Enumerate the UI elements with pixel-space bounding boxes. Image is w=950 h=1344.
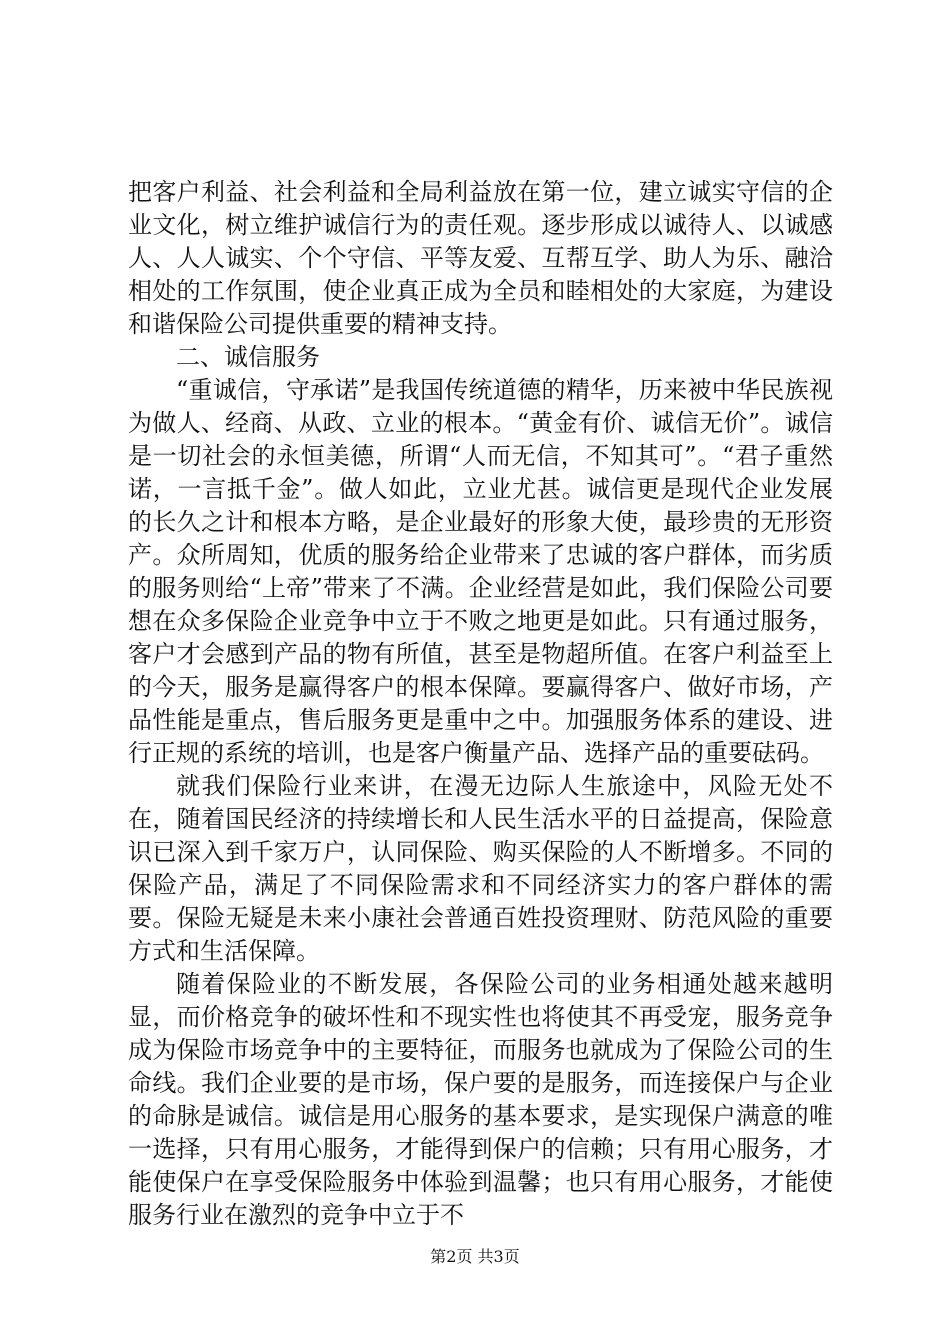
paragraph-continued: 把客户利益、社会利益和全局利益放在第一位，建立诚实守信的企业文化，树立维护诚信行为的责任观。逐步形成以诚待人、以诚感人、人人诚实、个个守信、平等友爱、互帮互学、助人为乐、融洽相处的工作氛围，使企业真正成为全员和睦相处的大家庭，为建设和谐保险公司提供重要的精神支持。 xyxy=(128,178,833,338)
page-number-footer: 第2页 共3页 xyxy=(430,1247,520,1266)
paragraph: “重诚信，守承诺”是我国传统道德的精华，历来被中华民族视为做人、经商、从政、立业的根本。“黄金有价、诚信无价”。诚信是一切社会的永恒美德，所谓“人而无信，不知其可”。“君子重然诺，一言抵千金”。做人如此，立业尤甚。诚信更是现代企业发展的长久之计和根本方略，是企业最好的形象大使，最珍贵的无形资产。众所周知，优质的服务给企业带来了忠诚的客户群体，而劣质的服务则给“上帝”带来了不满。企业经营是如此，我们保险公司要想在众多保险企业竞争中立于不败之地更是如此。只有通过服务，客户才会感到产品的物有所值，甚至是物超所值。在客户利益至上的今天，服务是赢得客户的根本保障。要赢得客户、做好市场，产品性能是重点，售后服务更是重中之中。加强服务体系的建设、进行正规的系统的培训，也是客户衡量产品、选择产品的重要砝码。 xyxy=(128,376,833,767)
paragraph: 就我们保险行业来讲，在漫无边际人生旅途中，风险无处不在，随着国民经济的持续增长和人民生活水平的日益提高，保险意识已深入到千家万户，认同保险、购买保险的人不断增多。不同的保险产品，满足了不同保险需求和不同经济实力的客户群体的需要。保险无疑是未来小康社会普通百姓投资理财、防范风险的重要方式和生活保障。 xyxy=(128,772,833,965)
paragraph: 随着保险业的不断发展，各保险公司的业务相通处越来越明显，而价格竞争的破坏性和不现实性也将使其不再受宠，服务竞争成为保险市场竞争中的主要特征，而服务也就成为了保险公司的生命线。我们企业要的是市场，保户要的是服务，而连接保户与企业的命脉是诚信。诚信是用心服务的基本要求，是实现保户满意的唯一选择，只有用心服务，才能得到保户的信赖；只有用心服务，才能使保户在享受保险服务中体验到温馨；也只有用心服务，才能使服务行业在激烈的竞争中立于不 xyxy=(128,970,833,1229)
section-heading: 二、诚信服务 xyxy=(176,343,320,371)
document-body xyxy=(128,176,833,1232)
